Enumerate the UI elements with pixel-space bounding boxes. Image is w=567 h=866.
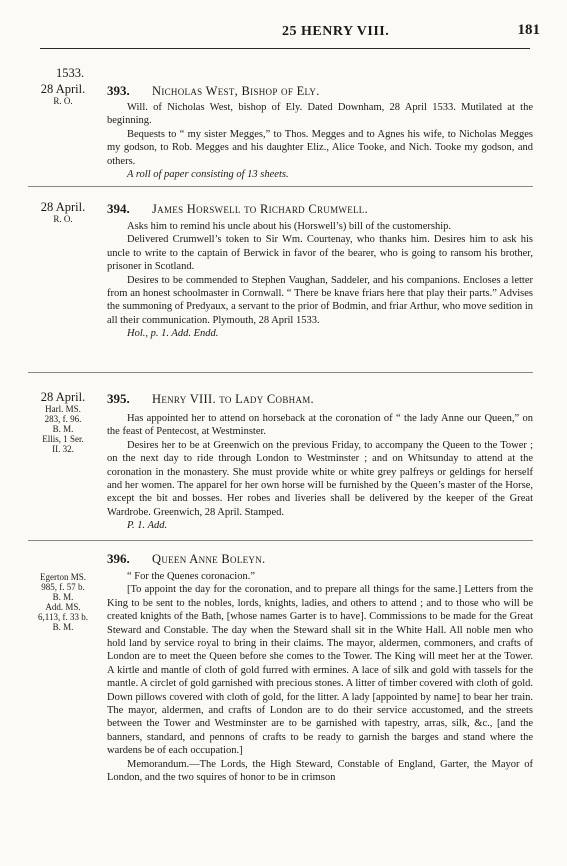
paragraph: Memorandum.—The Lords, the High Steward, Constable of England, Garter, the Mayor of London, and the two squires of honor to be in crimson (107, 758, 533, 784)
paragraph: “ For the Quenes coronacion.” (127, 571, 255, 582)
entry-source: Harl. MS. (45, 404, 81, 414)
entry-margin (28, 200, 98, 224)
entry-heading: James Horswell to Richard Crumwell. (152, 202, 369, 216)
running-title: 25 HENRY VIII. (282, 24, 390, 39)
entry-source: B. M. (52, 592, 74, 602)
entry-source: Add. MS. (45, 602, 81, 612)
entry-number: 393. (107, 83, 130, 98)
entry-source: R. O. (53, 214, 73, 224)
entry-number: 396. (107, 551, 130, 566)
entry-margin (28, 572, 98, 632)
entry-source: 6,113, f. 33 b. (38, 612, 88, 622)
entry-source: 283, f. 96. (44, 414, 82, 424)
entry-body (107, 220, 533, 341)
header-rule (40, 48, 530, 49)
entry-heading: Queen Anne Boleyn. (152, 552, 266, 566)
entry-source: Egerton MS. (40, 572, 86, 582)
paragraph: A roll of paper consisting of 13 sheets. (127, 169, 289, 181)
entry-source: B. M. (52, 424, 74, 434)
paragraph: Desires to be commended to Stephen Vaughan, Saddeler, and his companions. Encloses a letter from an honest schoolmaster in Cornwall. “ There be knave friars here that play their parts.” Advises the summoning of Predyaux, a servant to the prior of Bodmin, and friar Arthur, who move sedition in all their communication. Plymouth, 28 April 1533. (107, 274, 533, 326)
entry-separator (28, 186, 533, 187)
year-label: 1533. (56, 66, 85, 80)
entry-source: 985, f. 57 b. (41, 582, 85, 592)
entry-margin (28, 82, 98, 106)
paragraph: Asks him to remind his uncle about his (Horswell’s) bill of the customership. (127, 221, 452, 232)
paragraph: [To appoint the day for the coronation, and to prepare all things for the same.] Letters from the King to be sent to the nobles, lords, knights, ladies, and others to attend ; and to those who will be created knights of the Bath, [whose names Garter is to have]. Commissions to be made for the Great Steward and Constable. The day when the Steward shall sit in the White Hall. All noble men who hold land by service royal to bring in their claims. The mayor, aldermen, commoners, and crafts of London are to meet the Queen before she comes to the Tower. The King will meet her at the Tower. A kirtle and mantle of cloth of gold furred with ermines. A lace of silk and gold with tassels for the mantle. A circlet of gold garnished with precious stones. A litter of timber covered with cloth of gold. Down pillows covered with cloth of gold, for the litter. A lady [appointed by name] to bear her train. The mayor, aldermen, and crafts of London are to do their service accustomed, and the streets between the Tower and Westminster are to be garnished with tapestry, arras, silk, &c., [and the banners, standard, and pennons of crafts to be ready to garnish the barges and stand where the wardens be of each occupation.] (107, 584, 533, 757)
entry-heading: Henry VIII. to Lady Cobham. (152, 392, 314, 406)
entry-separator (28, 540, 533, 541)
paragraph: Desires her to be at Greenwich on the previous Friday, to accompany the Queen to the Tower ; on the next day to ride through London to Westminster ; and on Whitsunday to attend at the coronation in the monastery. She must provide white or white grey palfreys or geldings for herself and her women. The apparel for her own horse will be furnished by the Queen’s master of the Horse, except the bit and bosses. Her robes and liveries shall be delivered by the keeper of the Great Wardrobe. Greenwich, 28 April. Stamped. (107, 439, 533, 518)
paragraph: Has appointed her to attend on horseback at the coronation of “ the lady Anne our Queen,” on the feast of Pentecost, at Westminster. (107, 413, 533, 438)
entry-date: 28 April. (40, 82, 86, 96)
paragraph: P. 1. Add. (127, 520, 168, 532)
paragraph: Hol., p. 1. Add. Endd. (127, 328, 219, 340)
paragraph: Will. of Nicholas West, bishop of Ely. Dated Downham, 28 April 1533. Mutilated at the beginning. (107, 102, 533, 127)
entry-source: II. 32. (52, 444, 74, 454)
entry-body (107, 570, 533, 785)
entry-separator (28, 372, 533, 373)
entry-margin (28, 390, 98, 454)
entry-source: Ellis, 1 Ser. (42, 434, 84, 444)
entry-number: 394. (107, 201, 130, 216)
page-number: 181 (517, 22, 540, 38)
entry-number: 395. (107, 391, 130, 406)
entry-source: R. O. (53, 96, 73, 106)
paragraph: Bequests to “ my sister Megges,” to Thos. Megges and to Agnes his wife, to Nicholas Megges my godson, to Rob. Megges and his daughter Eliz., Alice Tooke, and Nich. Tooke my godson, and others. (107, 128, 533, 167)
running-header (0, 22, 567, 44)
entry-heading: Nicholas West, Bishop of Ely. (152, 84, 320, 98)
entry-date: 28 April. (40, 200, 86, 214)
entry-body (107, 412, 533, 533)
entry-source: B. M. (52, 622, 74, 632)
paragraph: Delivered Crumwell’s token to Sir Wm. Courtenay, who thanks him. Desires him to ask his uncle to write to the captain of Berwick in favor of the bearer, who is going to ransom his brother, prisoner in Scotland. (107, 234, 533, 273)
entry-date: 28 April. (40, 390, 86, 404)
entry-body (107, 101, 533, 181)
